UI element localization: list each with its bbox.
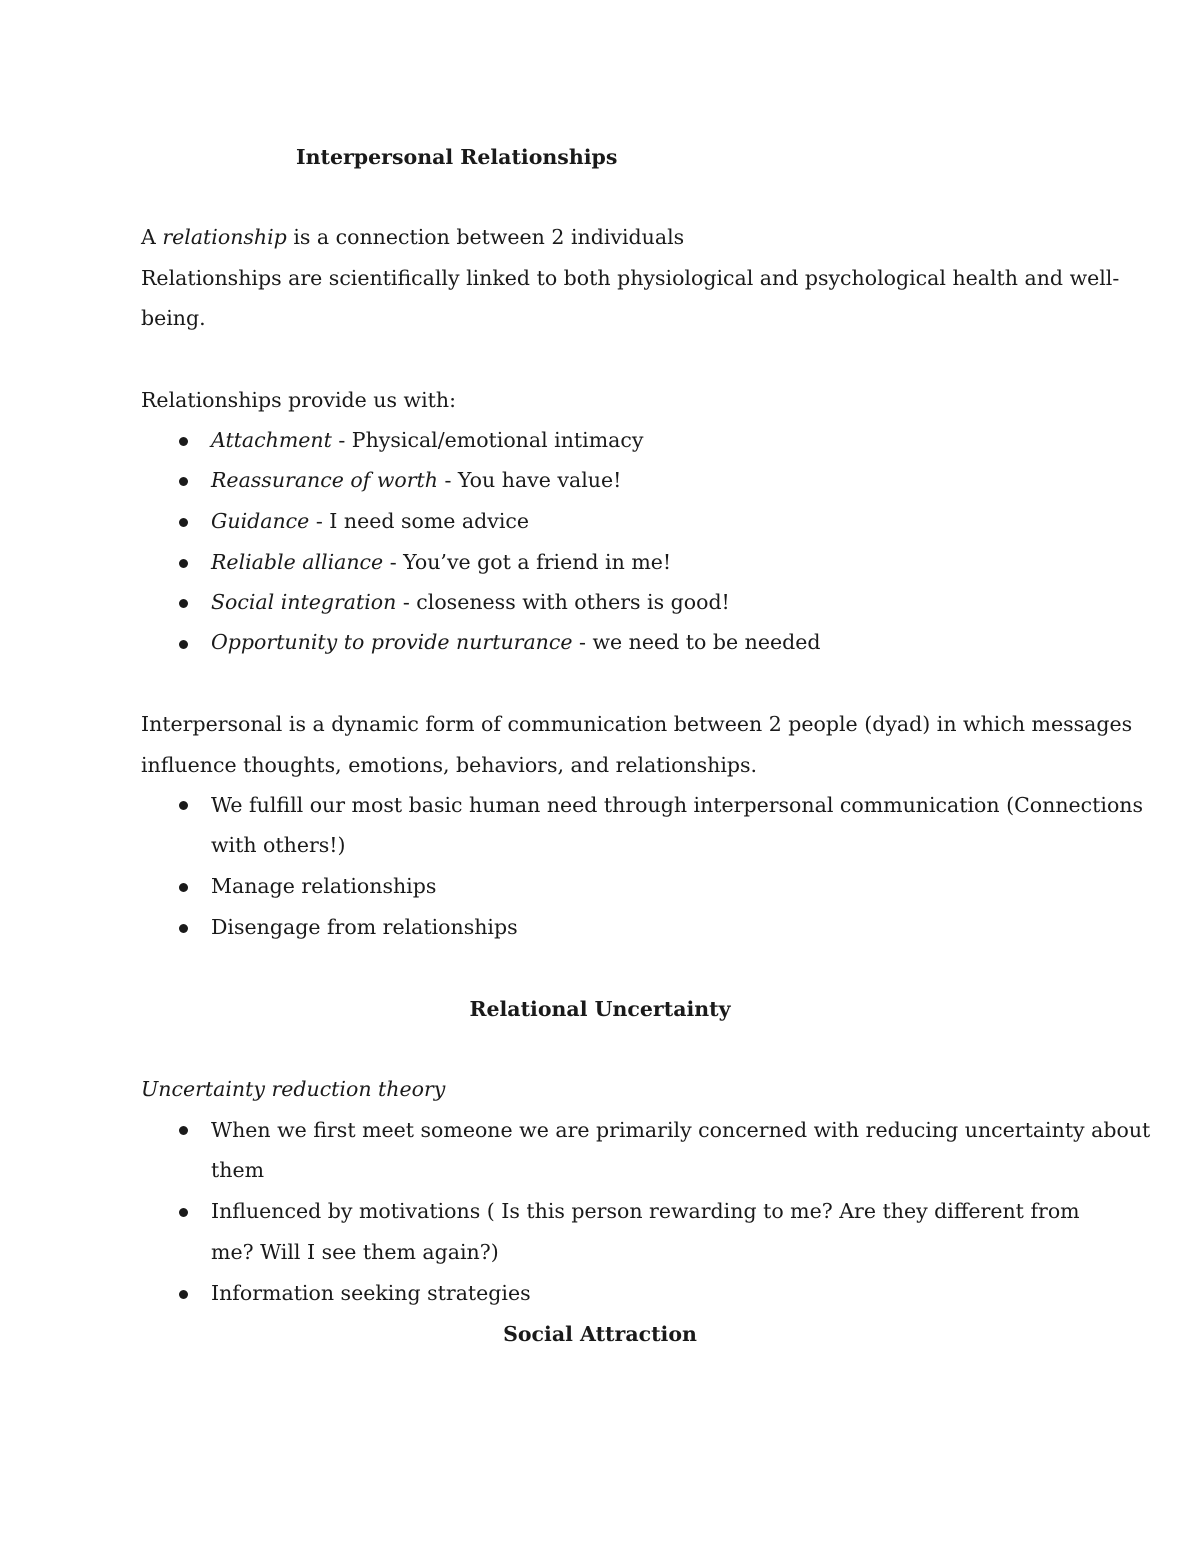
provision-desc: - You’ve got a friend in me!	[383, 550, 672, 574]
page-title: Interpersonal Relationships	[296, 145, 618, 169]
provision-term: Social integration	[211, 590, 397, 614]
bullet-icon	[179, 801, 188, 810]
interpersonal-bullet-3: Disengage from relationships	[211, 915, 518, 939]
bullet-icon	[179, 518, 188, 527]
provision-item	[211, 470, 621, 491]
definition-term: relationship	[162, 225, 287, 249]
provision-desc: - Physical/emotional intimacy	[331, 428, 644, 452]
definition-prefix: A	[141, 225, 156, 249]
bullet-icon	[179, 883, 188, 892]
bullet-icon	[179, 477, 188, 486]
provision-item	[211, 430, 643, 451]
bullet-icon	[179, 559, 188, 568]
health-line-1: Relationships are scientifically linked to both physiological and psychological health and well-	[141, 266, 1120, 290]
provision-term: Attachment	[211, 428, 332, 452]
provision-item	[211, 632, 820, 653]
section-heading-uncertainty: Relational Uncertainty	[469, 997, 731, 1021]
urt-bullet-1-line-1: When we first meet someone we are primarily concerned with reducing uncertainty about	[211, 1118, 1151, 1142]
bullet-icon	[179, 1290, 188, 1299]
bullet-icon	[179, 437, 188, 446]
bullet-icon	[179, 640, 188, 649]
interpersonal-line-1: Interpersonal is a dynamic form of communication between 2 people (dyad) in which messages	[141, 712, 1133, 736]
provision-term: Reliable alliance	[211, 550, 384, 574]
provision-item	[211, 592, 730, 613]
bullet-icon	[179, 599, 188, 608]
definition-line	[141, 227, 684, 248]
urt-bullet-1-line-2: them	[211, 1158, 265, 1182]
provision-desc: - we need to be needed	[572, 630, 821, 654]
provision-desc: - You have value!	[437, 468, 622, 492]
urt-bullet-3: Information seeking strategies	[211, 1281, 531, 1305]
bullet-icon	[179, 924, 188, 933]
interpersonal-bullet-1-line-2: with others!)	[211, 833, 346, 857]
interpersonal-line-2: influence thoughts, emotions, behaviors, and relationships.	[141, 753, 758, 777]
interpersonal-bullet-2: Manage relationships	[211, 874, 437, 898]
interpersonal-bullet-1-line-1: We fulfill our most basic human need through interpersonal communication (Connections	[211, 793, 1144, 817]
urt-title	[141, 1079, 445, 1100]
provision-term: Guidance	[211, 509, 310, 533]
provision-item	[211, 511, 529, 532]
section-heading-attraction: Social Attraction	[503, 1322, 697, 1346]
provision-item	[211, 552, 671, 573]
bullet-icon	[179, 1126, 188, 1135]
bullet-icon	[179, 1208, 188, 1217]
urt-bullet-2-line-2: me? Will I see them again?)	[211, 1240, 499, 1264]
urt-title-text: Uncertainty reduction theory	[141, 1077, 446, 1101]
provision-desc: - closeness with others is good!	[396, 590, 730, 614]
health-line-2: being.	[141, 306, 206, 330]
provision-desc: - I need some advice	[309, 509, 530, 533]
provision-term: Opportunity to provide nurturance	[211, 630, 573, 654]
provide-intro: Relationships provide us with:	[141, 388, 456, 412]
provision-term: Reassurance of worth	[211, 468, 438, 492]
definition-suffix: is a connection between 2 individuals	[293, 225, 685, 249]
urt-bullet-2-line-1: Influenced by motivations ( Is this person rewarding to me? Are they different from	[211, 1199, 1080, 1223]
